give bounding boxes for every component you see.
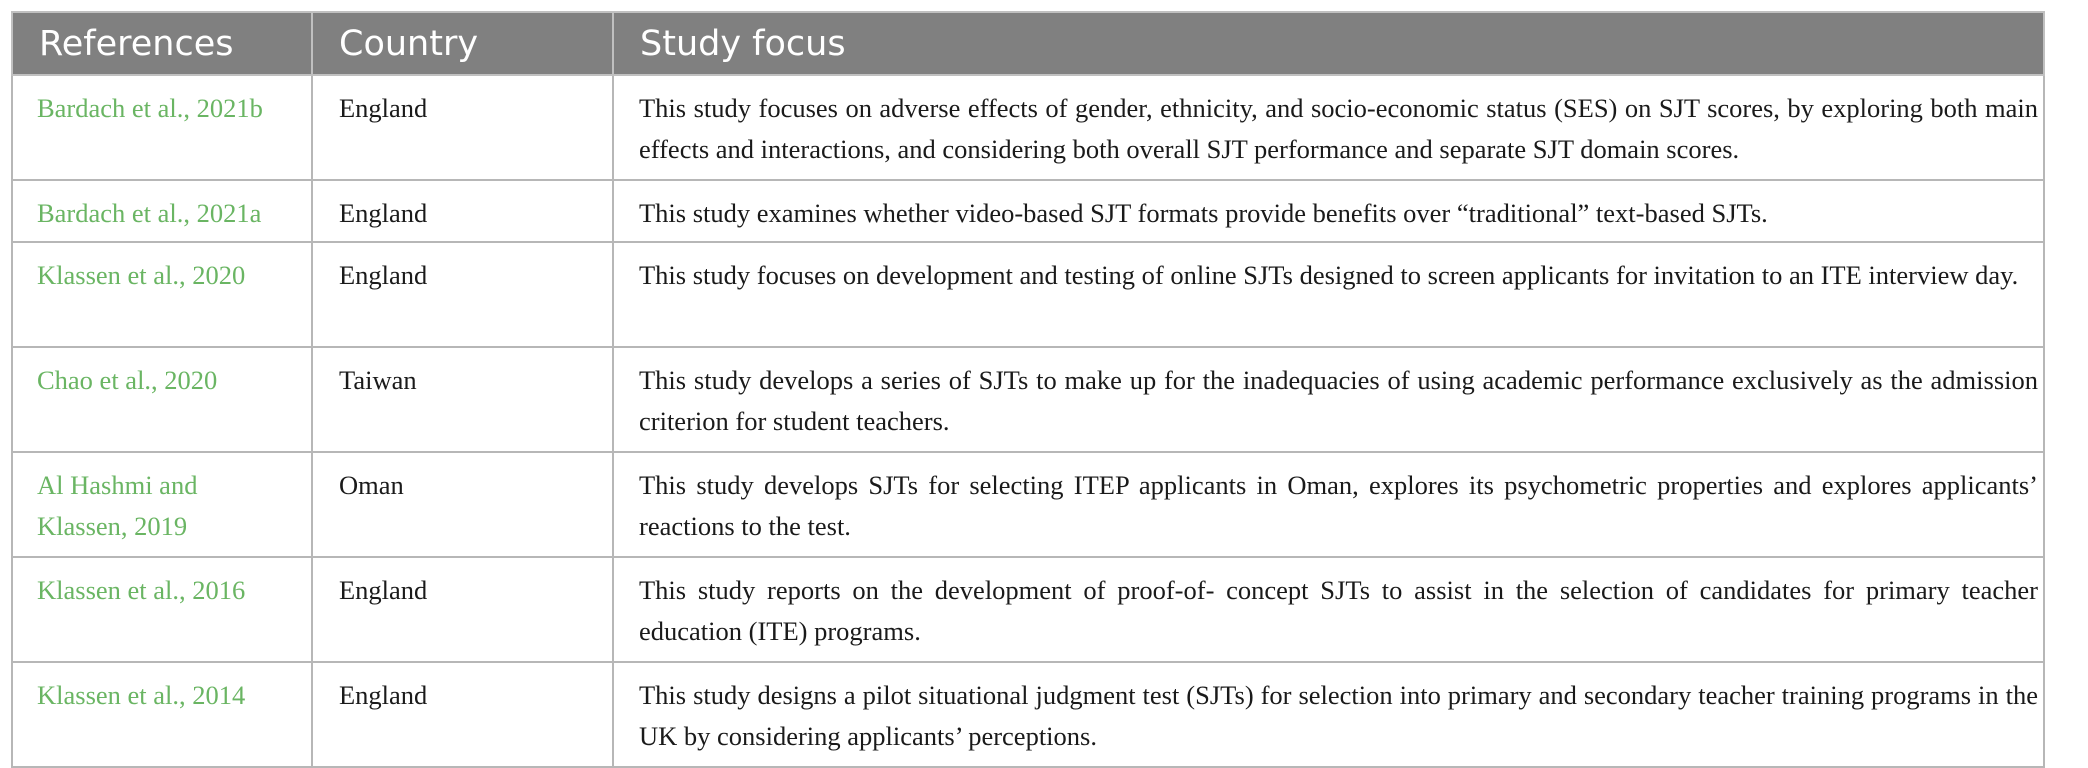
header-country: Country — [312, 12, 613, 75]
reference-link[interactable]: Chao et al., 2020 — [37, 365, 218, 395]
reference-link[interactable]: Bardach et al., 2021b — [37, 93, 263, 123]
study-focus-cell: This study reports on the development of proof-of- concept SJTs to assist in the selection of candidates for primary teacher education (ITE) programs. — [613, 557, 2044, 662]
table-row — [12, 452, 2044, 557]
study-focus-cell: This study develops a series of SJTs to make up for the inadequacies of using academic performance exclusively as the admission criterion for student teachers. — [613, 347, 2044, 452]
study-focus-cell: This study focuses on development and testing of online SJTs designed to screen applicants for invitation to an ITE interview day. — [613, 242, 2044, 347]
country-cell: England — [312, 662, 613, 767]
reference-link[interactable]: Klassen et al., 2016 — [37, 575, 246, 605]
study-focus-cell: This study focuses on adverse effects of gender, ethnicity, and socio-economic status (SES) on SJT scores, by exploring both main effects and interactions, and considering both overall SJT performance and separate SJT domain scores. — [613, 75, 2044, 180]
reference-link[interactable]: Klassen et al., 2020 — [37, 260, 246, 290]
reference-cell — [12, 557, 312, 662]
studies-table — [11, 11, 2045, 768]
reference-cell — [12, 452, 312, 557]
country-cell: Oman — [312, 452, 613, 557]
table-row — [12, 242, 2044, 347]
reference-link[interactable]: Klassen et al., 2014 — [37, 680, 246, 710]
header-study-focus: Study focus — [613, 12, 2044, 75]
studies-table-container — [11, 11, 2043, 768]
country-cell: England — [312, 75, 613, 180]
reference-cell — [12, 75, 312, 180]
country-cell: England — [312, 180, 613, 242]
reference-link[interactable]: Bardach et al., 2021a — [37, 198, 262, 228]
reference-cell — [12, 180, 312, 242]
study-focus-cell: This study designs a pilot situational judgment test (SJTs) for selection into primary and secondary teacher training programs in the UK by considering applicants’ perceptions. — [613, 662, 2044, 767]
study-focus-cell: This study examines whether video-based SJT formats provide benefits over “traditional” text-based SJTs. — [613, 180, 2044, 242]
table-row — [12, 75, 2044, 180]
table-row — [12, 662, 2044, 767]
header-references: References — [12, 12, 312, 75]
table-row — [12, 557, 2044, 662]
study-focus-cell: This study develops SJTs for selecting ITEP applicants in Oman, explores its psychometric properties and explores applicants’ reactions to the test. — [613, 452, 2044, 557]
country-cell: England — [312, 557, 613, 662]
table-header-row — [12, 12, 2044, 75]
country-cell: England — [312, 242, 613, 347]
reference-cell — [12, 662, 312, 767]
reference-cell — [12, 242, 312, 347]
reference-cell — [12, 347, 312, 452]
table-row — [12, 347, 2044, 452]
country-cell: Taiwan — [312, 347, 613, 452]
table-row — [12, 180, 2044, 242]
reference-link[interactable]: Al Hashmi and Klassen, 2019 — [37, 470, 198, 541]
